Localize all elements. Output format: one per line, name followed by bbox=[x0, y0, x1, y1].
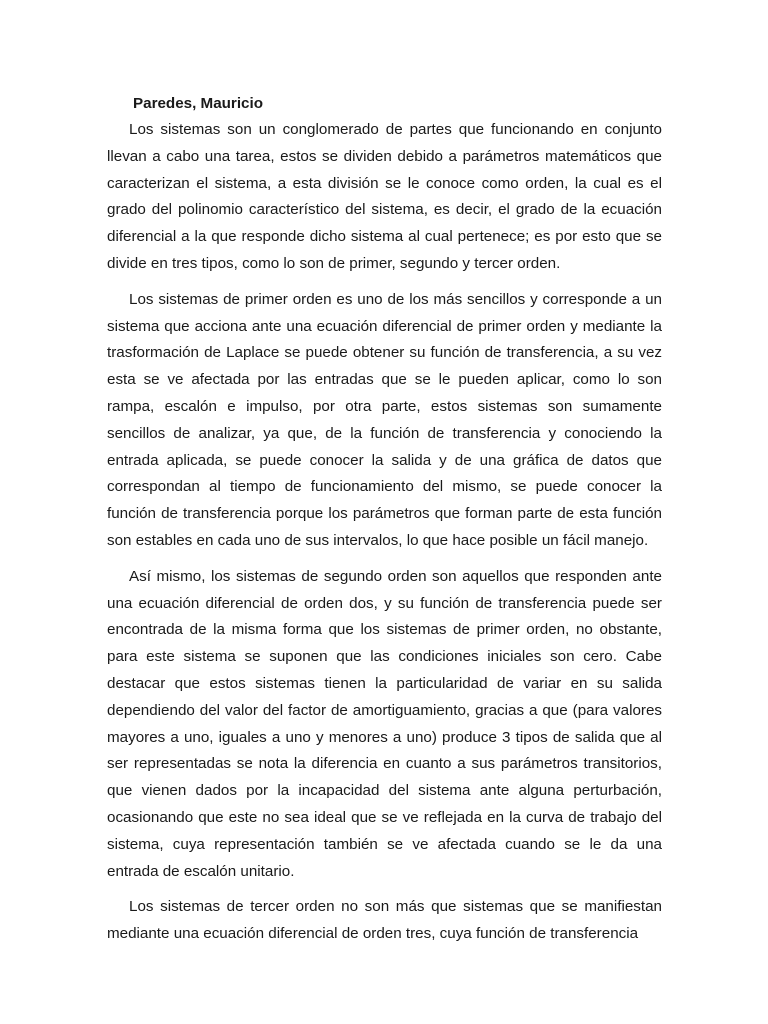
paragraph-third-order: Los sistemas de tercer orden no son más que sistemas que se manifiestan mediante una ecuación diferencial de orden tres, cuya función de transferencia bbox=[107, 898, 662, 943]
author-name: Paredes, Mauricio bbox=[133, 95, 263, 112]
paragraph-first-order: Los sistemas de primer orden es uno de los más sencillos y corresponde a un sistema que acciona ante una ecuación diferencial de primer orden y mediante la trasformación de Laplace se puede obtener su función de transferencia, a su vez esta se ve afectada por las entradas que se le pueden aplicar, como lo son rampa, escalón e impulso, por otra parte, estos sistemas son sumamente sencillos de analizar, ya que, de la función de transferencia y conociendo la entrada aplicada, se puede conocer la salida y de una gráfica de datos que correspondan al tiempo de funcionamiento del mismo, se puede conocer la función de transferencia porque los parámetros que forman parte de esta función son estables en cada uno de sus intervalos, lo que hace posible un fácil manejo. bbox=[107, 290, 662, 549]
paragraph-second-order: Así mismo, los sistemas de segundo orden son aquellos que responden ante una ecuación diferencial de orden dos, y su función de transferencia puede ser encontrada de la misma forma que los sistemas de primer orden, no obstante, para este sistema se suponen que las condiciones iniciales son cero. Cabe destacar que estos sistemas tienen la particularidad de variar en su salida dependiendo del valor del factor de amortiguamiento, gracias a que (para valores mayores a uno, iguales a uno y menores a uno) produce 3 tipos de salida que al ser representadas se nota la diferencia en cuanto a sus parámetros transitorios, que vienen dados por la incapacidad del sistema ante alguna perturbación, ocasionando que este no sea ideal que se ve reflejada en la curva de trabajo del sistema, cuya representación también se ve afectada cuando se le da una entrada de escalón unitario. bbox=[107, 567, 662, 880]
paragraph-introduction: Los sistemas son un conglomerado de partes que funcionando en conjunto llevan a cabo una tarea, estos se dividen debido a parámetros matemáticos que caracterizan el sistema, a esta división se le conoce como orden, la cual es el grado del polinomio característico del sistema, es decir, el grado de la ecuación diferencial a la que responde dicho sistema al cual pertenece; es por esto que se divide en tres tipos, como lo son de primer, segundo y tercer orden. bbox=[107, 121, 662, 272]
document-body bbox=[107, 91, 662, 957]
